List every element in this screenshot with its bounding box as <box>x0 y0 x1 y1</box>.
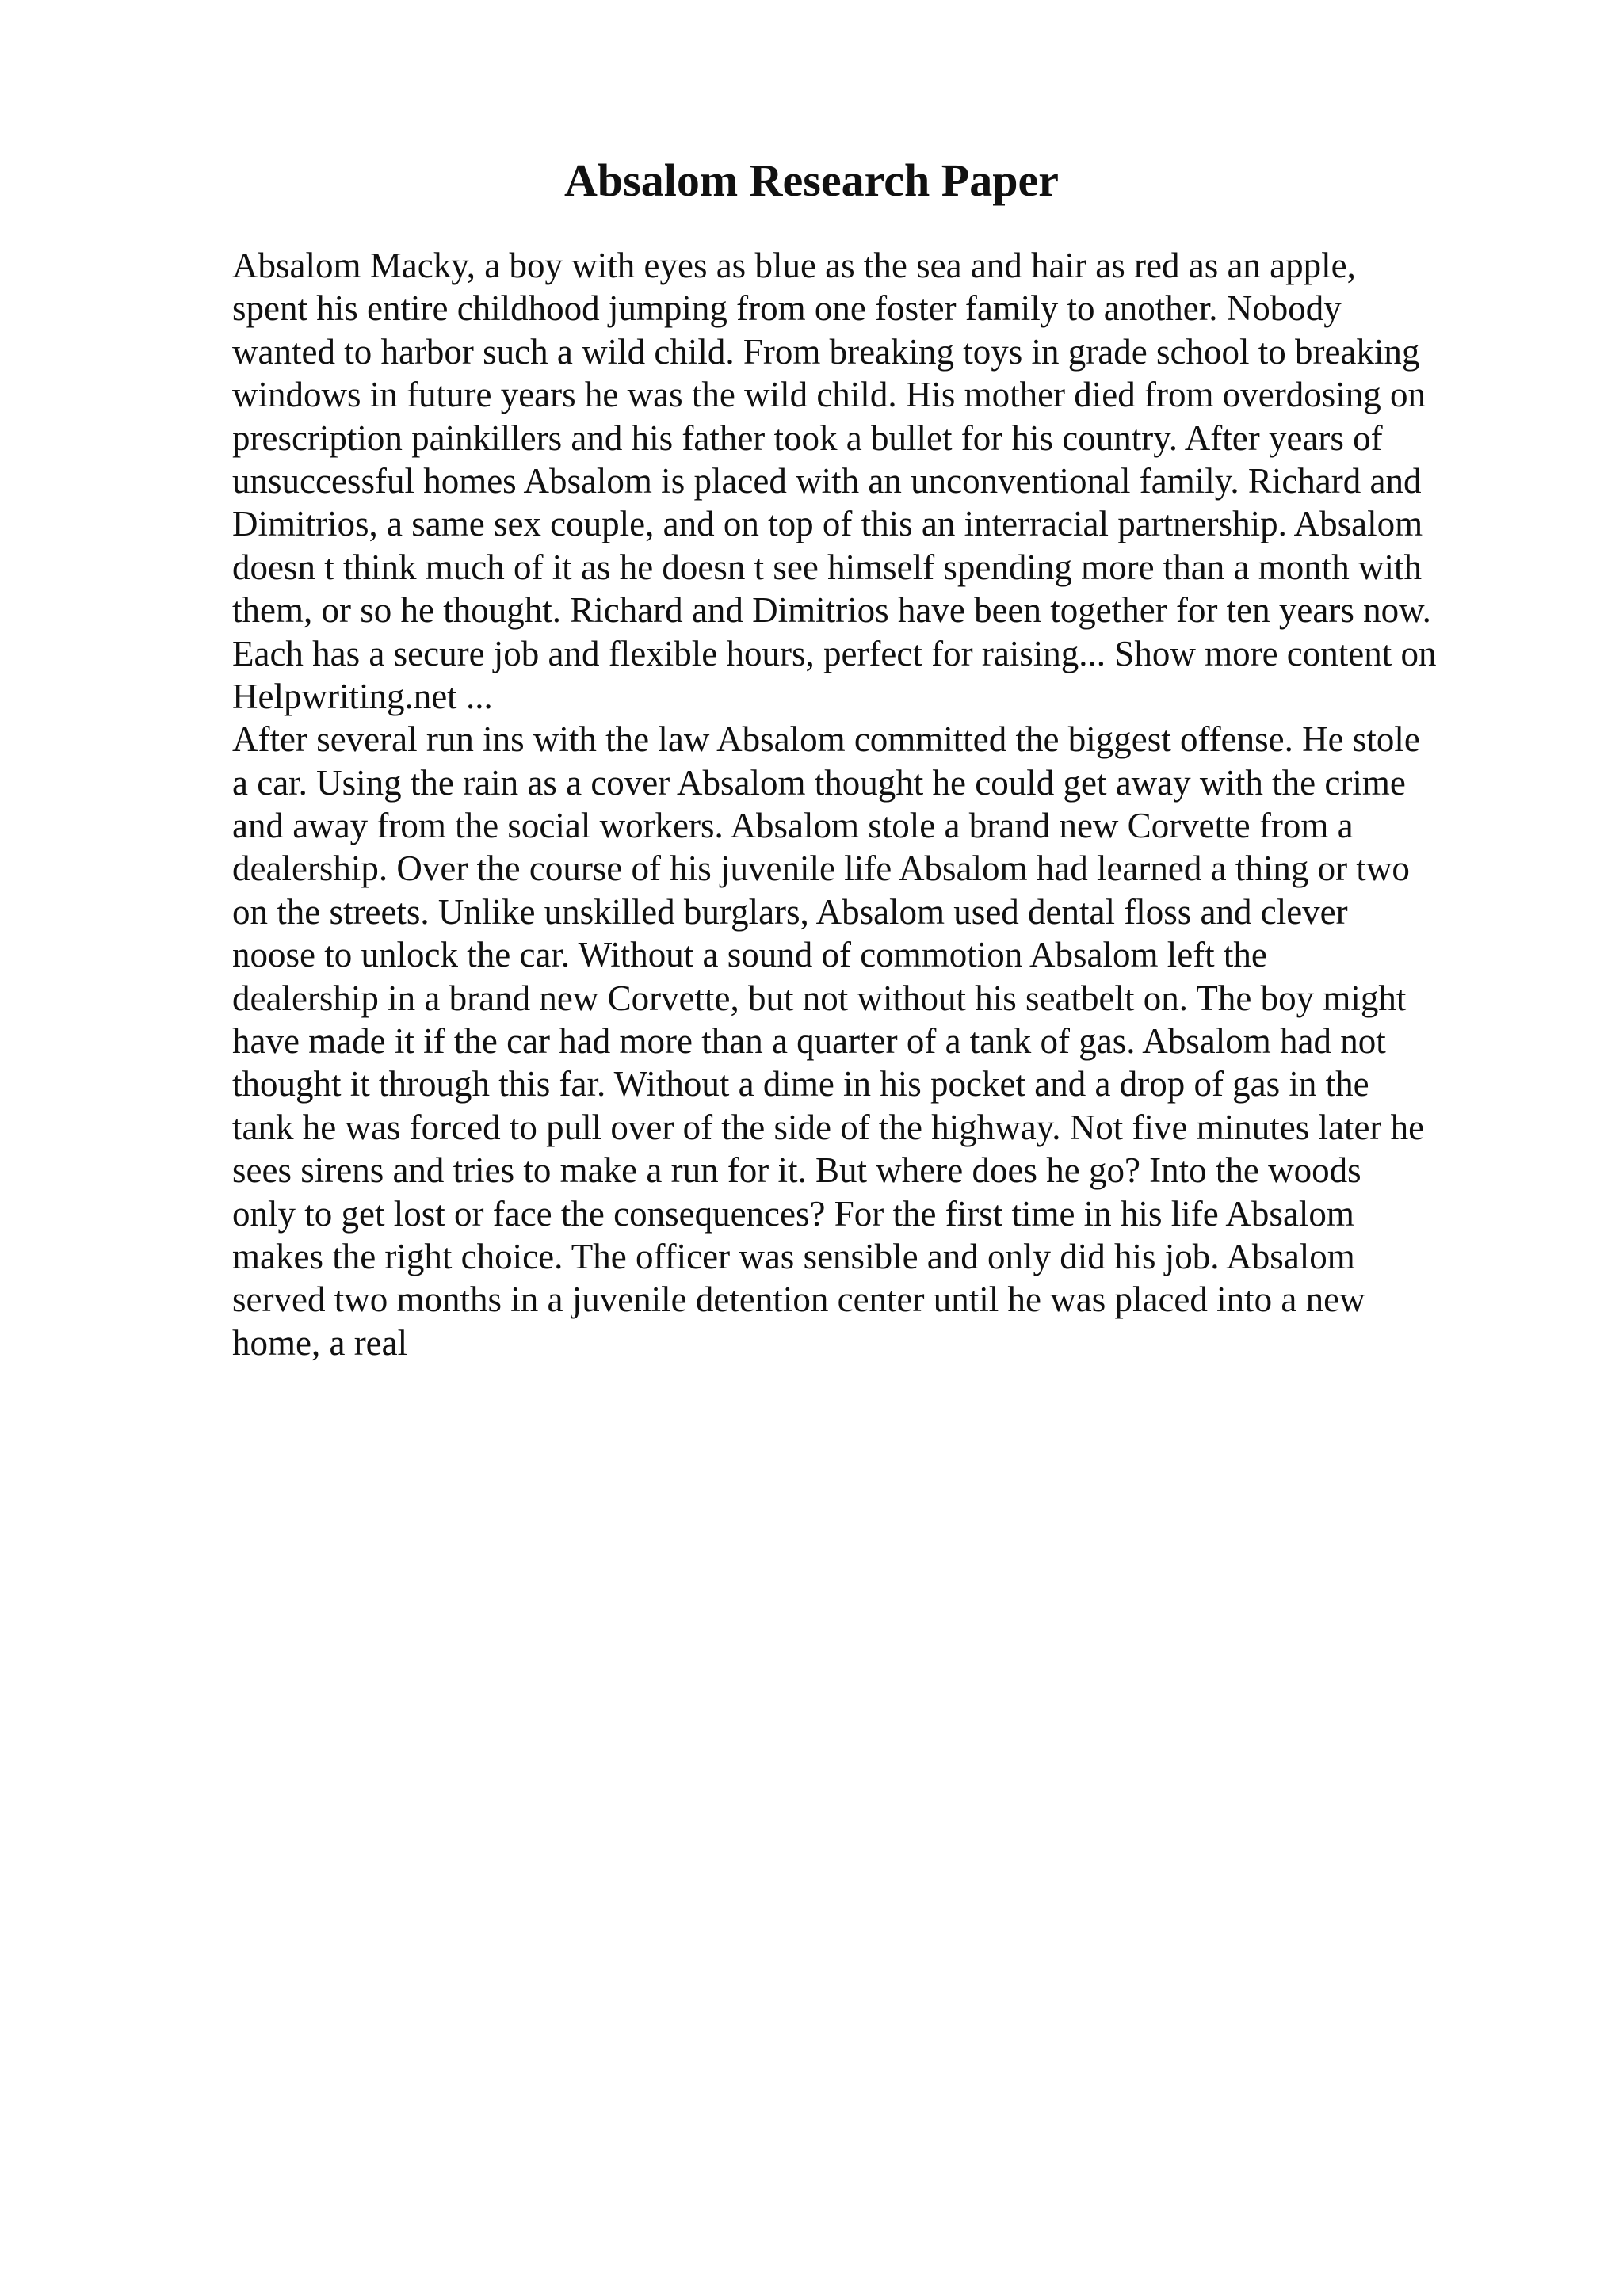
text-line: home, a real <box>232 1322 408 1363</box>
text-line: After several run ins with the law Absalom committed the biggest offense. He stole <box>232 719 1420 760</box>
text-line: Dimitrios, a same sex couple, and on top of this an interracial partnership. Absalom <box>232 504 1423 544</box>
text-line: unsuccessful homes Absalom is placed with an unconventional family. Richard and <box>232 460 1422 501</box>
text-line: thought it through this far. Without a dime in his pocket and a drop of gas in the <box>232 1064 1369 1104</box>
text-line: only to get lost or face the consequences? For the first time in his life Absalom <box>232 1193 1354 1234</box>
text-line: dealership in a brand new Corvette, but not without his seatbelt on. The boy might <box>232 978 1407 1018</box>
document-body <box>232 244 1500 1364</box>
text-line: spent his entire childhood jumping from one foster family to another. Nobody <box>232 288 1342 329</box>
text-line: wanted to harbor such a wild child. From breaking toys in grade school to breaking <box>232 331 1420 372</box>
text-line: Absalom Macky, a boy with eyes as blue as the sea and hair as red as an apple, <box>232 246 1356 285</box>
text-line: doesn t think much of it as he doesn t see himself spending more than a month with <box>232 547 1422 587</box>
text-line: have made it if the car had more than a quarter of a tank of gas. Absalom had not <box>232 1021 1386 1062</box>
text-line: Helpwriting.net ... <box>232 676 493 716</box>
text-line: prescription painkillers and his father took a bullet for his country. After years of <box>232 418 1383 458</box>
text-line: them, or so he thought. Richard and Dimitrios have been together for ten years now. <box>232 590 1431 631</box>
text-line: a car. Using the rain as a cover Absalom thought he could get away with the crime <box>232 762 1406 803</box>
document-title: Absalom Research Paper <box>564 154 1059 206</box>
text-line: sees sirens and tries to make a run for it. But where does he go? Into the woods <box>232 1150 1361 1191</box>
text-line: Each has a secure job and flexible hours, perfect for raising... Show more content on <box>232 633 1437 673</box>
text-line: on the streets. Unlike unskilled burglars, Absalom used dental floss and clever <box>232 891 1348 932</box>
text-line: windows in future years he was the wild child. His mother died from overdosing on <box>232 375 1426 415</box>
text-line: noose to unlock the car. Without a sound of commotion Absalom left the <box>232 935 1267 975</box>
text-line: served two months in a juvenile detention center until he was placed into a new <box>232 1280 1365 1320</box>
text-line: tank he was forced to pull over of the side of the highway. Not five minutes later he <box>232 1107 1425 1147</box>
text-line: and away from the social workers. Absalom stole a brand new Corvette from a <box>232 806 1354 846</box>
text-line: makes the right choice. The officer was sensible and only did his job. Absalom <box>232 1236 1355 1276</box>
text-line: dealership. Over the course of his juvenile life Absalom had learned a thing or two <box>232 849 1410 889</box>
